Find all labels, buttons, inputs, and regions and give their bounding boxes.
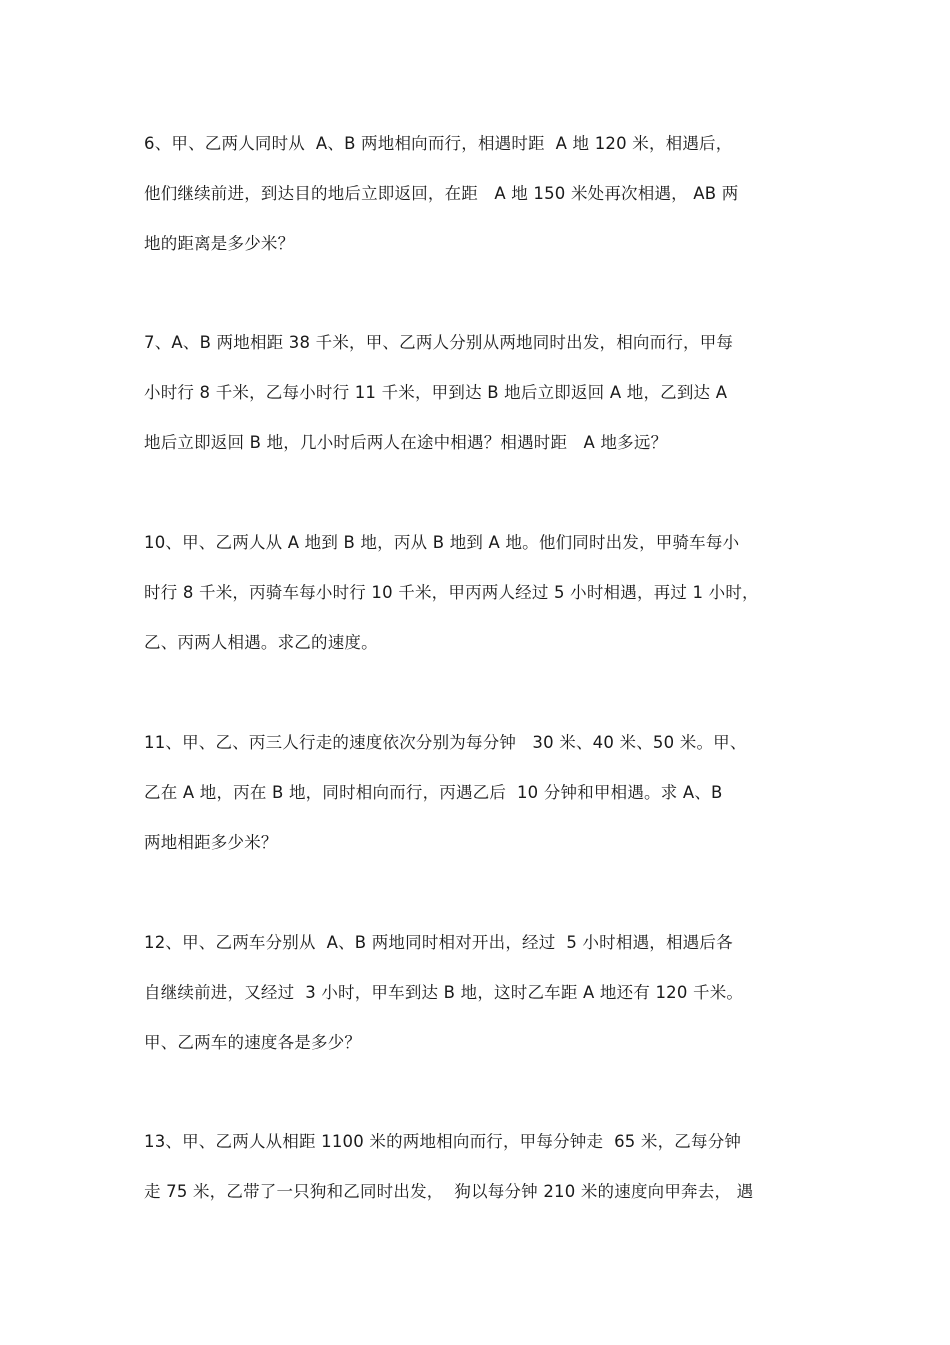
- problem-6-line-1: 6、甲、乙两人同时从 A、B 两地相向而行，相遇时距 A 地 120 米，相遇后，: [144, 134, 733, 153]
- problem-11-line-3: 两地相距多少米？: [144, 833, 278, 852]
- problem-12-line-3: 甲、乙两车的速度各是多少？: [144, 1033, 362, 1052]
- problem-10: [144, 518, 824, 668]
- problem-11-line-2: 乙在 A 地，丙在 B 地，同时相向而行，丙遇乙后 10 分钟和甲相遇。求 A、B: [144, 783, 723, 802]
- problem-6-line-3: 地的距离是多少米？: [144, 234, 295, 253]
- problem-6-line-2: 他们继续前进，到达目的地后立即返回，在距 A 地 150 米处再次相遇， AB 两: [144, 184, 739, 203]
- problem-13-line-1: 13、甲、乙两人从相距 1100 米的两地相向而行，甲每分钟走 65 米，乙每分钟: [144, 1132, 742, 1151]
- problem-7: [144, 318, 824, 468]
- problem-10-line-3: 乙、丙两人相遇。求乙的速度。: [144, 633, 378, 652]
- problem-10-line-2: 时行 8 千米，丙骑车每小时行 10 千米，甲丙两人经过 5 小时相遇，再过 1 小时，: [144, 583, 759, 602]
- problem-13: [144, 1117, 824, 1217]
- problem-12: [144, 918, 824, 1068]
- problem-7-line-2: 小时行 8 千米，乙每小时行 11 千米，甲到达 B 地后立即返回 A 地，乙到达 A: [144, 383, 728, 402]
- problem-11-line-1: 11、甲、乙、丙三人行走的速度依次分别为每分钟 30 米、40 米、50 米。甲、: [144, 733, 747, 752]
- problem-10-line-1: 10、甲、乙两人从 A 地到 B 地，丙从 B 地到 A 地。他们同时出发，甲骑车每小: [144, 533, 740, 552]
- problem-6: [144, 119, 824, 269]
- problem-7-line-3: 地后立即返回 B 地，几小时后两人在途中相遇？相遇时距 A 地多远？: [144, 433, 668, 452]
- problem-12-line-1: 12、甲、乙两车分别从 A、B 两地同时相对开出，经过 5 小时相遇，相遇后各: [144, 933, 733, 952]
- problem-7-line-1: 7、A、B 两地相距 38 千米，甲、乙两人分别从两地同时出发，相向而行，甲每: [144, 333, 734, 352]
- problem-13-line-2: 走 75 米，乙带了一只狗和乙同时出发， 狗以每分钟 210 米的速度向甲奔去， 遇: [144, 1182, 754, 1201]
- problem-12-line-2: 自继续前进，又经过 3 小时，甲车到达 B 地，这时乙车距 A 地还有 120 千米。: [144, 983, 744, 1002]
- problem-11: [144, 718, 824, 868]
